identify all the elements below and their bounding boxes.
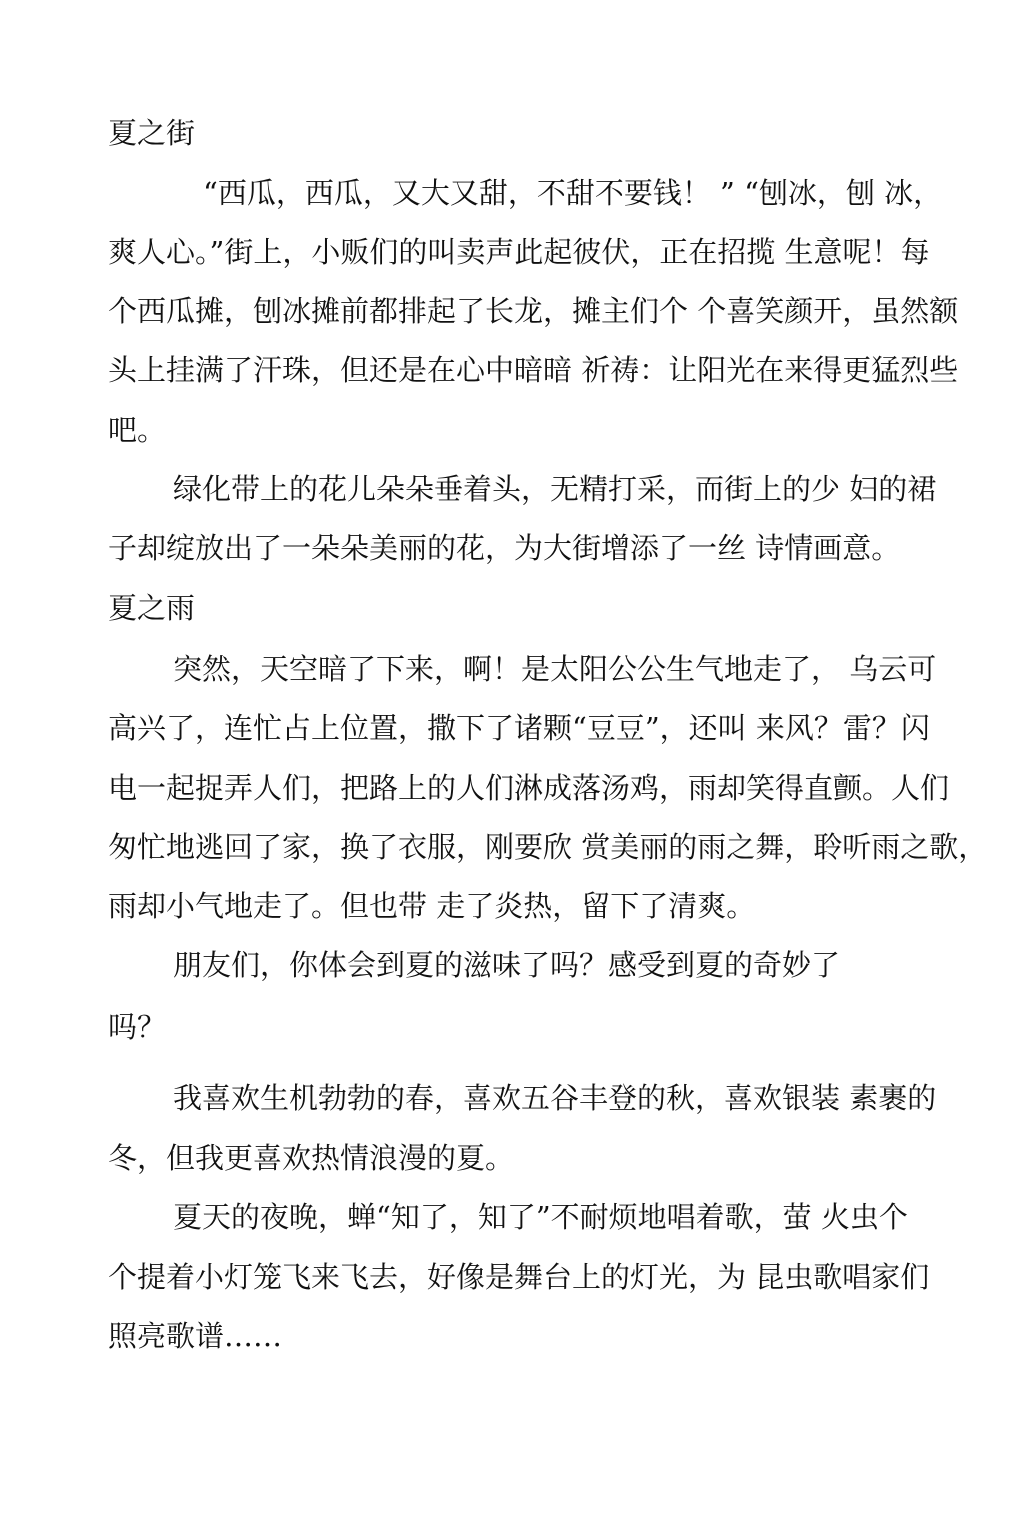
paragraph-line: 雨却小气地走了。但也带 走了炎热，留下了清爽。 (108, 889, 756, 923)
paragraph-line: “西瓜，西瓜，又大又甜，不甜不要钱！ ” “刨冰，刨 冰， (203, 176, 943, 210)
paragraph-line: 夏天的夜晚，蝉“知了，知了”不耐烦地唱着歌，萤 火虫个 (173, 1200, 908, 1234)
heading-summer-rain: 夏之雨 (108, 591, 196, 625)
paragraph-line: 我喜欢生机勃勃的春，喜欢五谷丰登的秋，喜欢银装 素裹的 (173, 1081, 937, 1115)
paragraph-line: 子却绽放出了一朵朵美丽的花，为大街增添了一丝 诗情画意。 (108, 531, 901, 565)
paragraph-line: 头上挂满了汗珠，但还是在心中暗暗 祈祷：让阳光在来得更猛烈些 (108, 353, 959, 387)
paragraph-line: 冬，但我更喜欢热情浪漫的夏。 (108, 1141, 515, 1175)
paragraph-line: 电一起捉弄人们，把路上的人们淋成落汤鸡，雨却笑得直颤。人们 (108, 771, 950, 805)
paragraph-line: 朋友们，你体会到夏的滋味了吗？感受到夏的奇妙了 (173, 948, 841, 982)
paragraph-line: 个西瓜摊，刨冰摊前都排起了长龙，摊主们个 个喜笑颜开，虽然额 (108, 294, 959, 328)
paragraph-line: 吗？ (108, 1010, 167, 1044)
paragraph-line: 绿化带上的花儿朵朵垂着头，无精打采，而街上的少 妇的裙 (173, 472, 937, 506)
paragraph-line: 突然，天空暗了下来，啊！是太阳公公生气地走了， 乌云可 (173, 652, 937, 686)
paragraph-line: 匆忙地逃回了家，换了衣服，刚要欣 赏美丽的雨之舞，聆听雨之歌， (108, 830, 988, 864)
paragraph-line: 爽人心。”街上，小贩们的叫卖声此起彼伏，正在招揽 生意呢！每 (108, 235, 930, 269)
paragraph-line: 照亮歌谱…… (108, 1319, 283, 1353)
paragraph-line: 个提着小灯笼飞来飞去，好像是舞台上的灯光，为 昆虫歌唱家们 (108, 1260, 930, 1294)
heading-summer-street: 夏之街 (108, 116, 196, 150)
paragraph-line: 吧。 (108, 413, 167, 447)
paragraph-line: 高兴了，连忙占上位置，撒下了诸颗“豆豆”，还叫 来风？雷？闪 (108, 711, 930, 745)
